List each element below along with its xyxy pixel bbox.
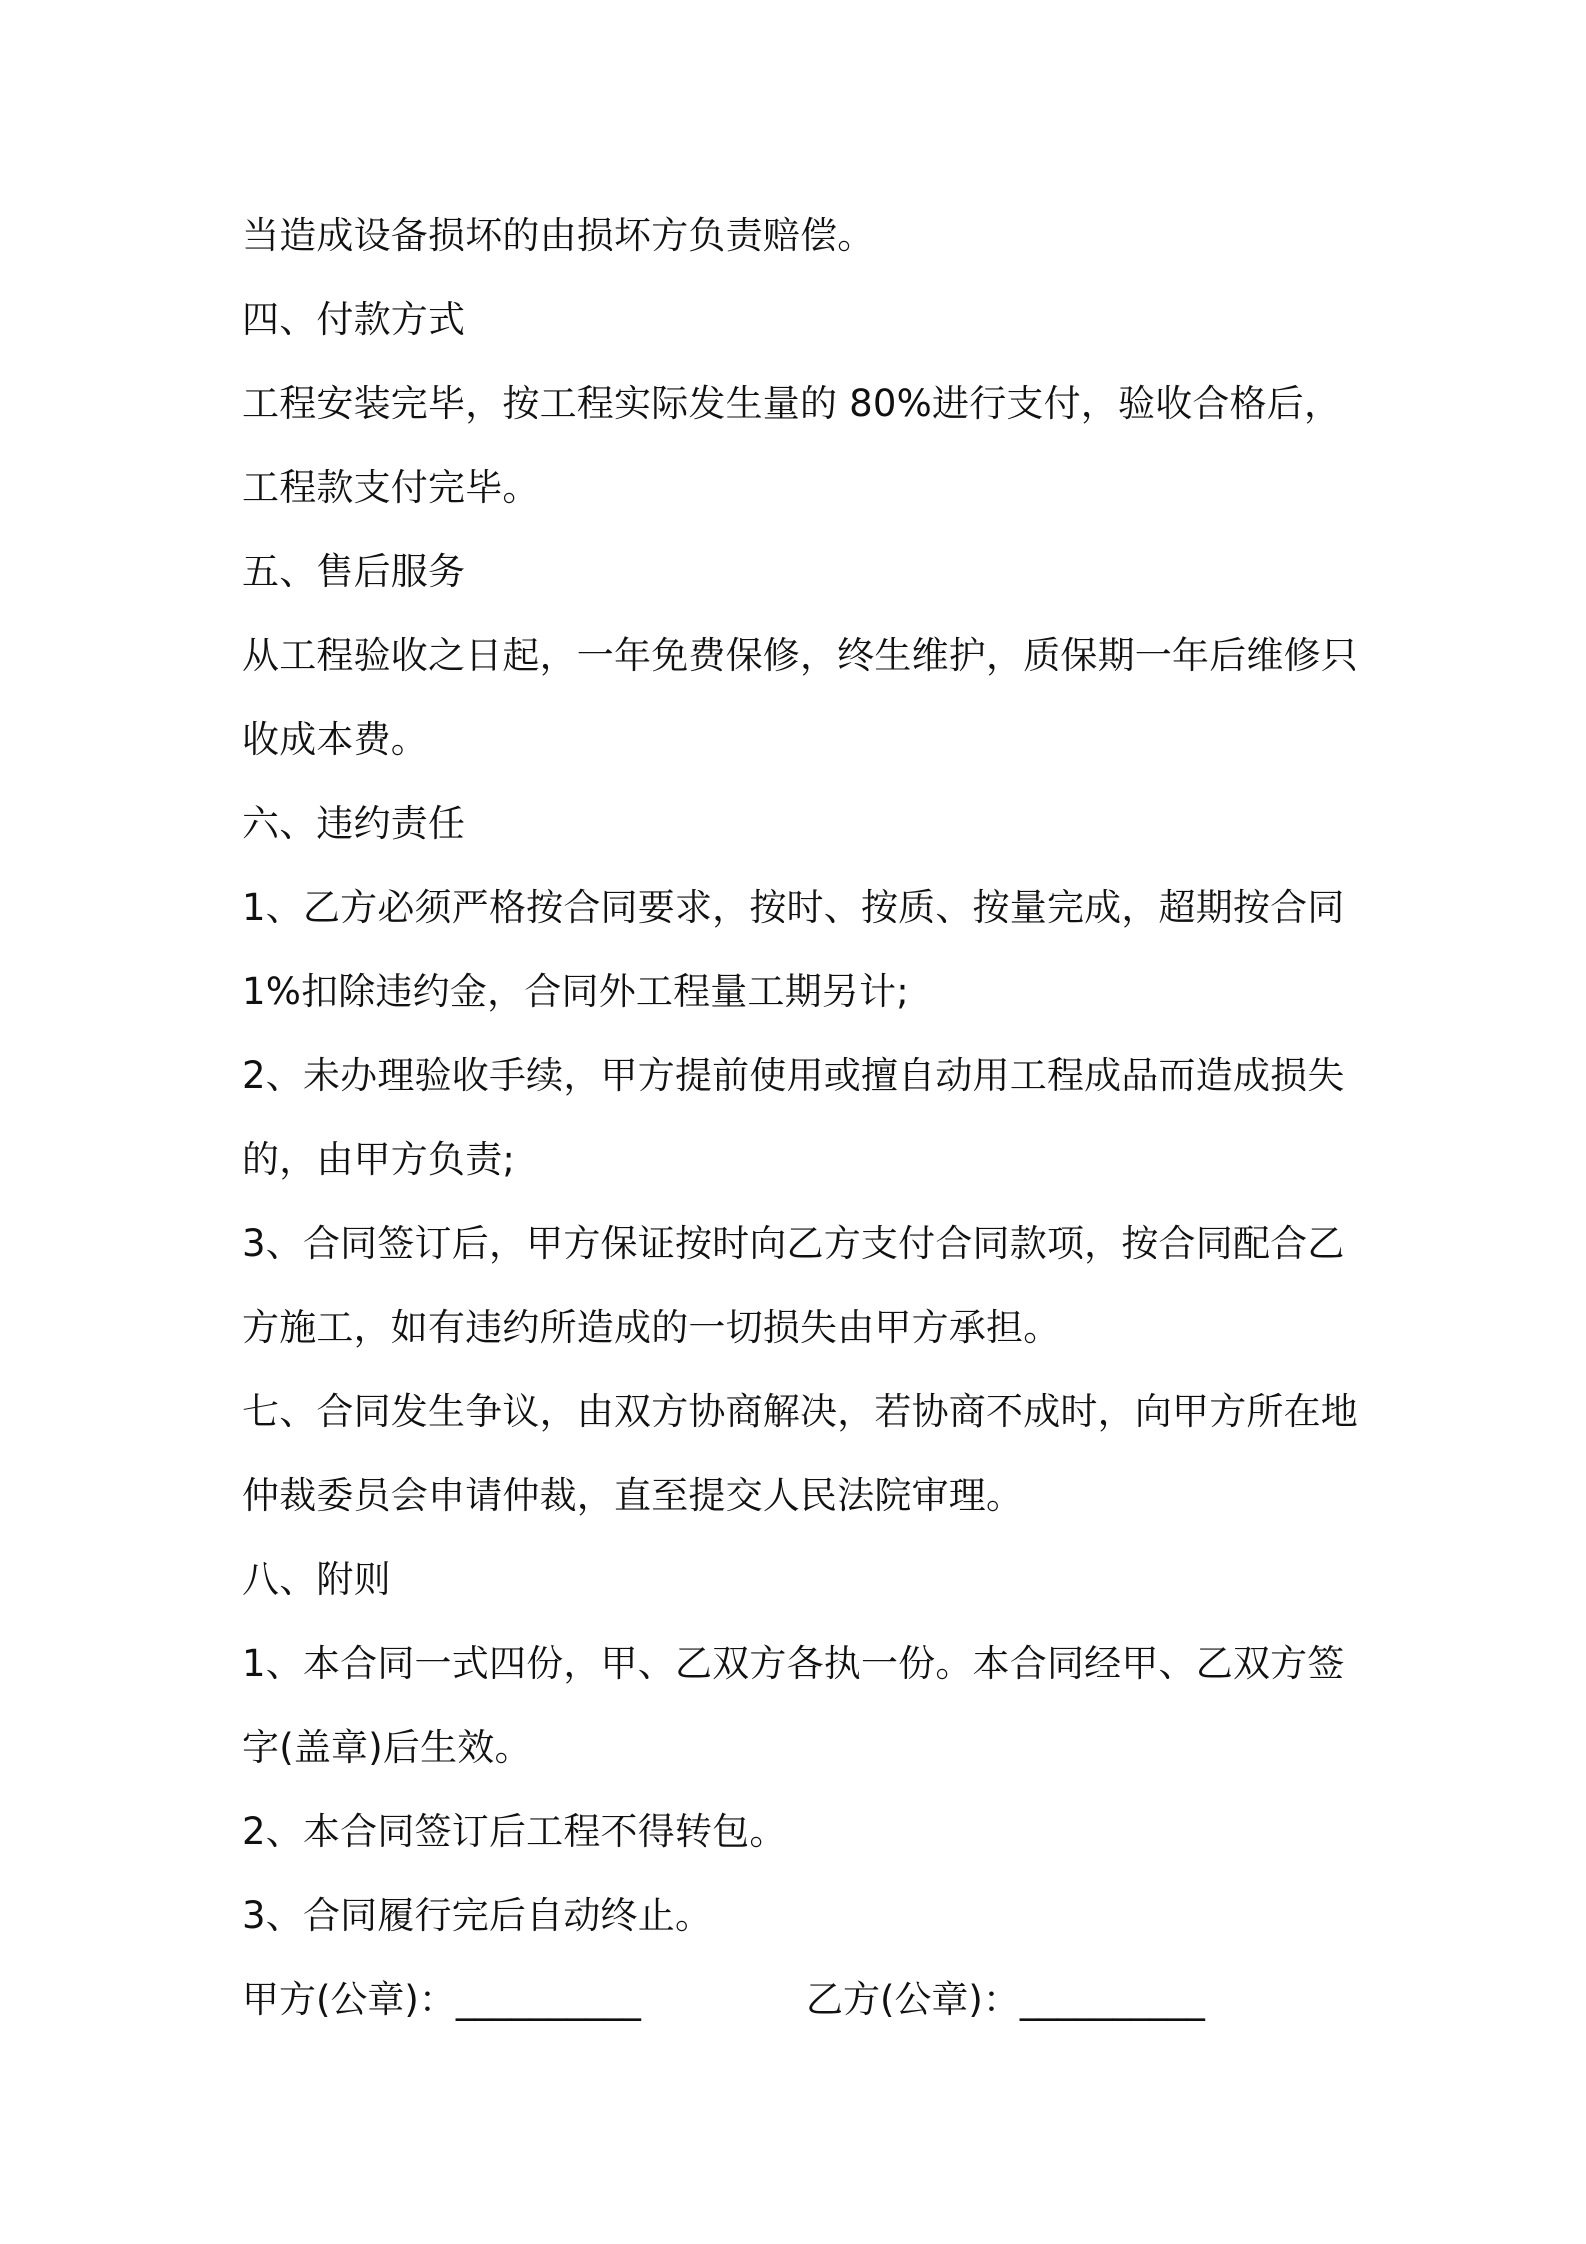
section-heading-breach: 六、违约责任 (242, 802, 466, 845)
text-line: 方施工，如有违约所造成的一切损失由甲方承担。 (242, 1306, 1061, 1349)
text-line: 1、乙方必须严格按合同要求，按时、按质、按量完成，超期按合同 (242, 886, 1345, 929)
text-line: 的，由甲方负责; (242, 1138, 516, 1181)
text-line: 当造成设备损坏的由损坏方负责赔偿。 (242, 214, 875, 257)
text-line: 收成本费。 (242, 718, 428, 761)
party-a-signature: 甲方(公章)：__________ (242, 1978, 641, 2021)
text-line: 从工程验收之日起，一年免费保修，终生维护，质保期一年后维修只 (242, 634, 1358, 677)
text-line: 1%扣除违约金，合同外工程量工期另计; (242, 970, 909, 1013)
section-heading-payment: 四、付款方式 (242, 298, 466, 341)
text-line: 仲裁委员会申请仲裁，直至提交人民法院审理。 (242, 1474, 1024, 1517)
text-line: 工程安装完毕，按工程实际发生量的 80%进行支付，验收合格后， (242, 382, 1342, 425)
text-line: 2、本合同签订后工程不得转包。 (242, 1810, 787, 1853)
signature-row (242, 1958, 1362, 2042)
text-line: 2、未办理验收手续，甲方提前使用或擅自动用工程成品而造成损失 (242, 1054, 1345, 1097)
section-heading-after-sales: 五、售后服务 (242, 550, 466, 593)
text-line: 3、合同履行完后自动终止。 (242, 1894, 713, 1937)
text-line: 1、本合同一式四份，甲、乙双方各执一份。本合同经甲、乙双方签 (242, 1642, 1345, 1685)
document-body (242, 194, 1362, 2042)
text-line: 字(盖章)后生效。 (242, 1726, 532, 1769)
section-dispute: 七、合同发生争议，由双方协商解决，若协商不成时，向甲方所在地 (242, 1390, 1358, 1433)
text-line: 工程款支付完毕。 (242, 466, 540, 509)
party-b-signature: 乙方(公章)：__________ (806, 1978, 1205, 2021)
text-line: 3、合同签订后，甲方保证按时向乙方支付合同款项，按合同配合乙 (242, 1222, 1345, 1265)
section-heading-supplementary: 八、附则 (242, 1558, 391, 1601)
